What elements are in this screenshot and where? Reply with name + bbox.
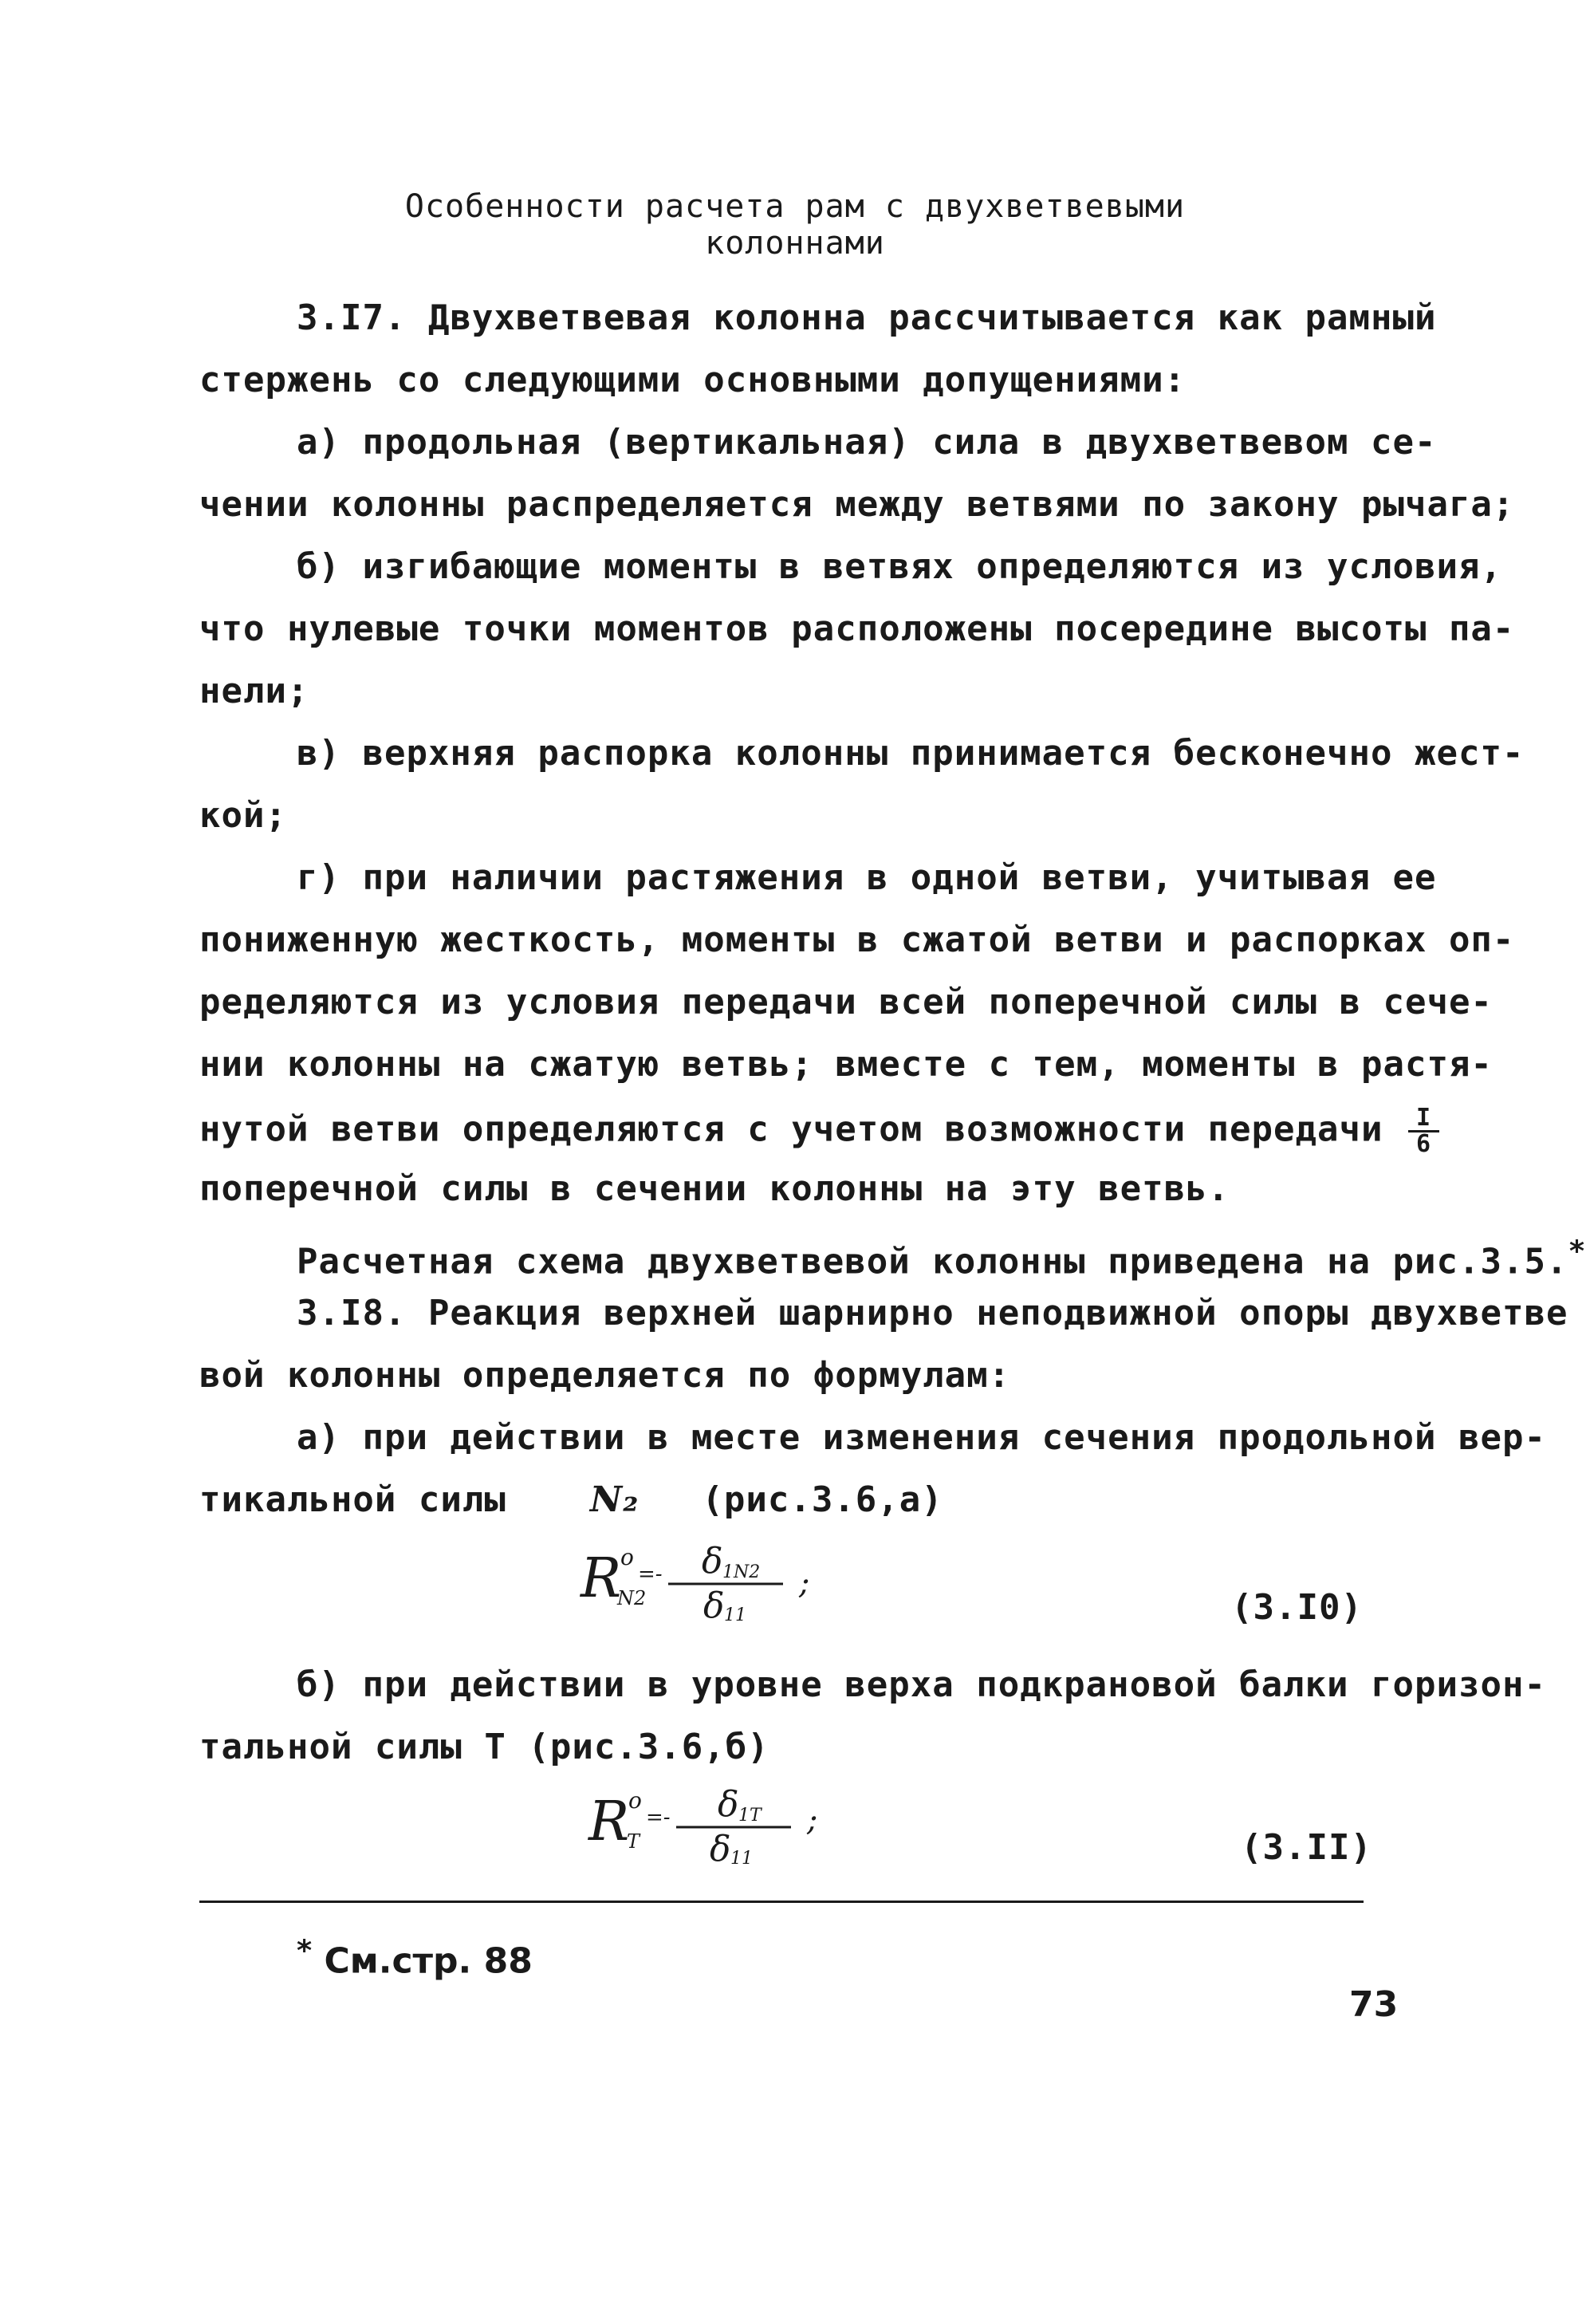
paragraph-line: тальной силы Т (рис.3.6,б) <box>199 1727 769 1767</box>
fraction-one-sixth <box>1408 1106 1439 1156</box>
paragraph-line-text: тикальной силы <box>199 1479 506 1520</box>
paragraph-line: ределяются из условия передачи всей поперечной силы в сече- <box>199 982 1493 1022</box>
fraction-denominator: 6 <box>1415 1130 1432 1158</box>
formula-num-sub: 1T <box>738 1806 762 1826</box>
formula-num-sub: 1N2 <box>722 1562 761 1582</box>
figure-reference: (рис.3.6,а) <box>702 1479 943 1520</box>
formula-num-base: δ <box>702 1541 723 1582</box>
formula-lhs-sup: o <box>628 1787 642 1814</box>
formula-tail: ; <box>799 1565 810 1601</box>
paragraph-line-text: нутой ветви определяются с учетом возможности передачи <box>199 1109 1383 1150</box>
formula-3-11 <box>582 1775 837 1881</box>
equation-number-3-11: (3.II) <box>1241 1827 1372 1868</box>
paragraph-line: а) при действии в месте изменения сечения продольной вер- <box>297 1417 1546 1458</box>
paragraph-line: пониженную жесткость, моменты в сжатой ветви и распорках оп- <box>199 920 1515 960</box>
formula-den-sub: 11 <box>730 1849 753 1869</box>
formula-lhs-base: R <box>588 1790 630 1853</box>
paragraph-line: г) при наличии растяжения в одной ветви, учитывая ее <box>297 857 1437 898</box>
formula-tail: ; <box>807 1802 818 1838</box>
paragraph-line: б) изгибающие моменты в ветвях определяются из условия, <box>297 546 1502 587</box>
formula-equals: =- <box>638 1562 663 1586</box>
formula-den-base: δ <box>710 1829 731 1869</box>
footnote <box>297 1930 533 1983</box>
paragraph-line <box>199 1106 1442 1156</box>
scheme-reference-line <box>297 1231 1587 1283</box>
page-number: 73 <box>1349 1984 1399 2025</box>
paragraph-line: в) верхняя распорка колонны принимается бесконечно жест- <box>297 733 1525 774</box>
paragraph-line: кой; <box>199 795 287 836</box>
paragraph-line: 3.I7. Двухветвевая колонна рассчитывается как рамный <box>297 297 1437 338</box>
paragraph-line: стержень со следующими основными допущениями: <box>199 360 1187 400</box>
formula-num-base: δ <box>718 1784 739 1825</box>
paragraph-line: поперечной силы в сечении колонны на эту ветвь. <box>199 1168 1230 1209</box>
formula-3-11-svg <box>582 1775 837 1878</box>
paragraph-line: вой колонны определяется по формулам: <box>199 1355 1011 1396</box>
formula-lhs-base: R <box>581 1547 622 1610</box>
equation-number-3-10: (3.I0) <box>1231 1587 1363 1628</box>
footnote-marker: * <box>1568 1234 1587 1268</box>
symbol-n2: N₂ <box>589 1479 640 1520</box>
scheme-reference-text: Расчетная схема двухветвевой колонны приведена на рис.3.5. <box>297 1241 1568 1282</box>
paragraph-line: что нулевые точки моментов расположены посередине высоты па- <box>199 609 1515 649</box>
paragraph-line: нели; <box>199 671 309 711</box>
paragraph-line: 3.I8. Реакция верхней шарнирно неподвижной опоры двухветве <box>297 1293 1568 1333</box>
formula-lhs-sup: o <box>620 1544 634 1570</box>
formula-den-sub: 11 <box>724 1605 746 1625</box>
footnote-marker: * <box>297 1933 313 1968</box>
fraction-numerator: I <box>1408 1106 1439 1132</box>
formula-equals: =- <box>646 1806 671 1830</box>
formula-3-10 <box>574 1531 829 1638</box>
footnote-text: См.стр. 88 <box>324 1940 533 1982</box>
paragraph-line: б) при действии в уровне верха подкрановой балки горизон- <box>297 1664 1546 1705</box>
formula-den-base: δ <box>703 1585 725 1626</box>
section-heading-line-2: колоннами <box>705 225 885 262</box>
paragraph-line: чении колонны распределяется между ветвями по закону рычага; <box>199 484 1515 525</box>
section-heading-line-1: Особенности расчета рам с двухветвевыми <box>404 188 1186 225</box>
paragraph-line: нии колонны на сжатую ветвь; вместе с тем, моменты в растя- <box>199 1044 1493 1085</box>
formula-lhs-sub: T <box>627 1830 640 1853</box>
paragraph-line: а) продольная (вертикальная) сила в двухветвевом се- <box>297 422 1437 463</box>
footnote-divider <box>199 1901 1364 1903</box>
paragraph-line <box>199 1479 943 1521</box>
formula-lhs-sub: N2 <box>617 1587 647 1609</box>
formula-3-10-svg <box>574 1531 829 1635</box>
